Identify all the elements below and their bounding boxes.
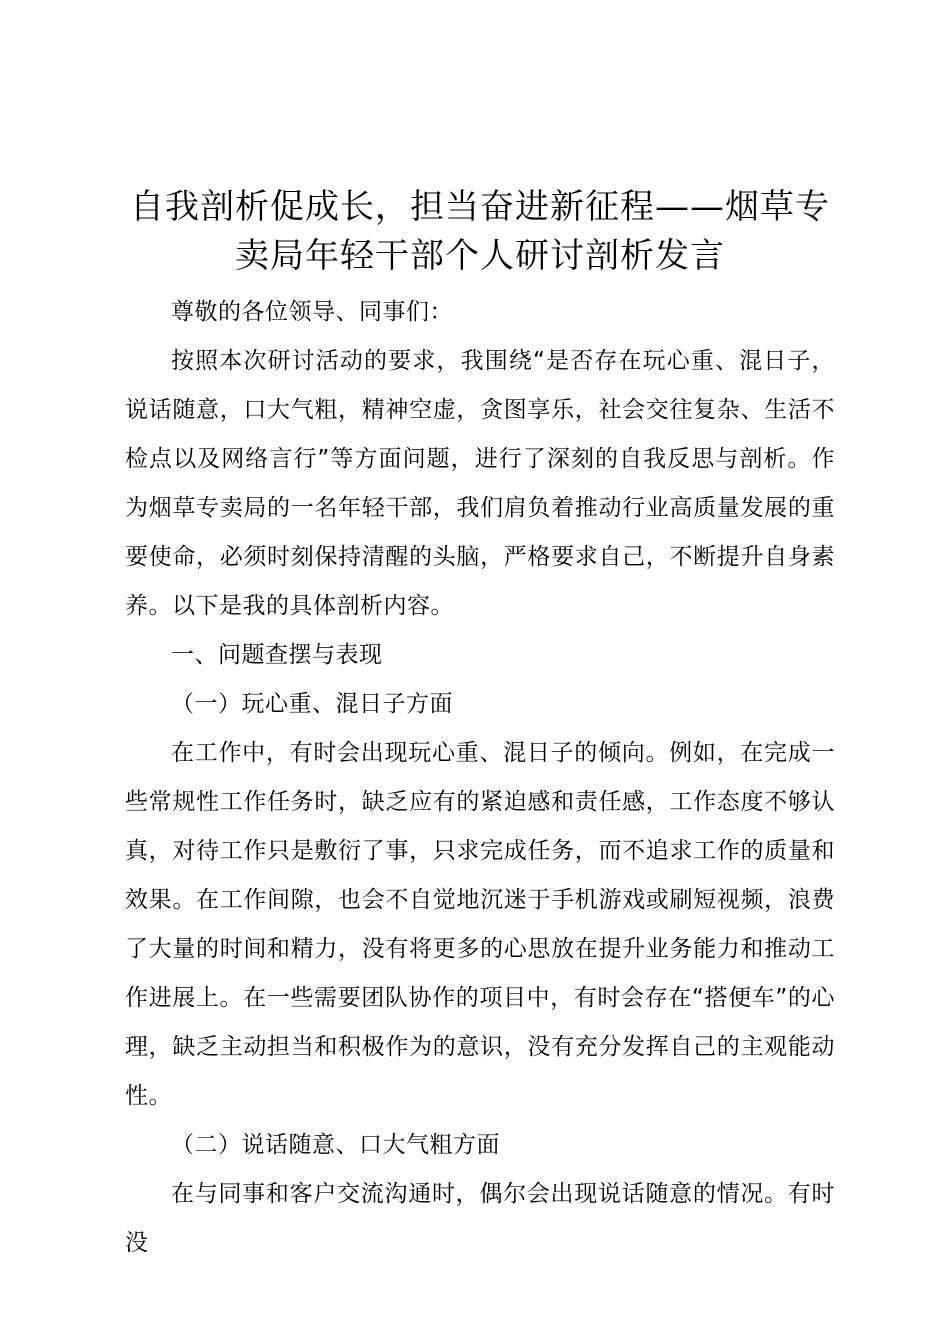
subsection-2-paragraph: 在与同事和客户交流沟通时，偶尔会出现说话随意的情况。有时没 [125,1181,835,1256]
greeting-paragraph: 尊敬的各位领导、同事们： [171,299,453,325]
section-heading-problems: 一、问题查摆与表现 [171,642,383,668]
subsection-1-paragraph: 在工作中，有时会出现玩心重、混日子的倾向。例如，在完成一些常规性工作任务时，缺乏应有的紧迫感和责任感，工作态度不够认真，对待工作只是敷衍了事，只求完成任务，而不追求工作的质量和效果。在工作间隙，也会不自觉地沉迷于手机游戏或刷短视频，浪费了大量的时间和精力，没有将更多的心思放在提升业务能力和推动工作进展上。在一些需要团队协作的项目中，有时会存在“搭便车”的心理，缺乏主动担当和积极作为的意识，没有充分发挥自己的主观能动性。 [125,740,835,1109]
document-body [125,288,835,1268]
subsection-heading-1: （一）玩心重、混日子方面 [171,691,453,717]
intro-paragraph: 按照本次研讨活动的要求，我围绕“是否存在玩心重、混日子，说话随意，口大气粗，精神空虚，贪图享乐，社会交往复杂、生活不检点以及网络言行”等方面问题，进行了深刻的自我反思与剖析。作为烟草专卖局的一名年轻干部，我们肩负着推动行业高质量发展的重要使命，必须时刻保持清醒的头脑，严格要求自己，不断提升自身素养。以下是我的具体剖析内容。 [125,348,835,619]
subsection-heading-2: （二）说话随意、口大气粗方面 [171,1132,500,1158]
document-title: 自我剖析促成长，担当奋进新征程——烟草专卖局年轻干部个人研讨剖析发言 [130,187,830,276]
